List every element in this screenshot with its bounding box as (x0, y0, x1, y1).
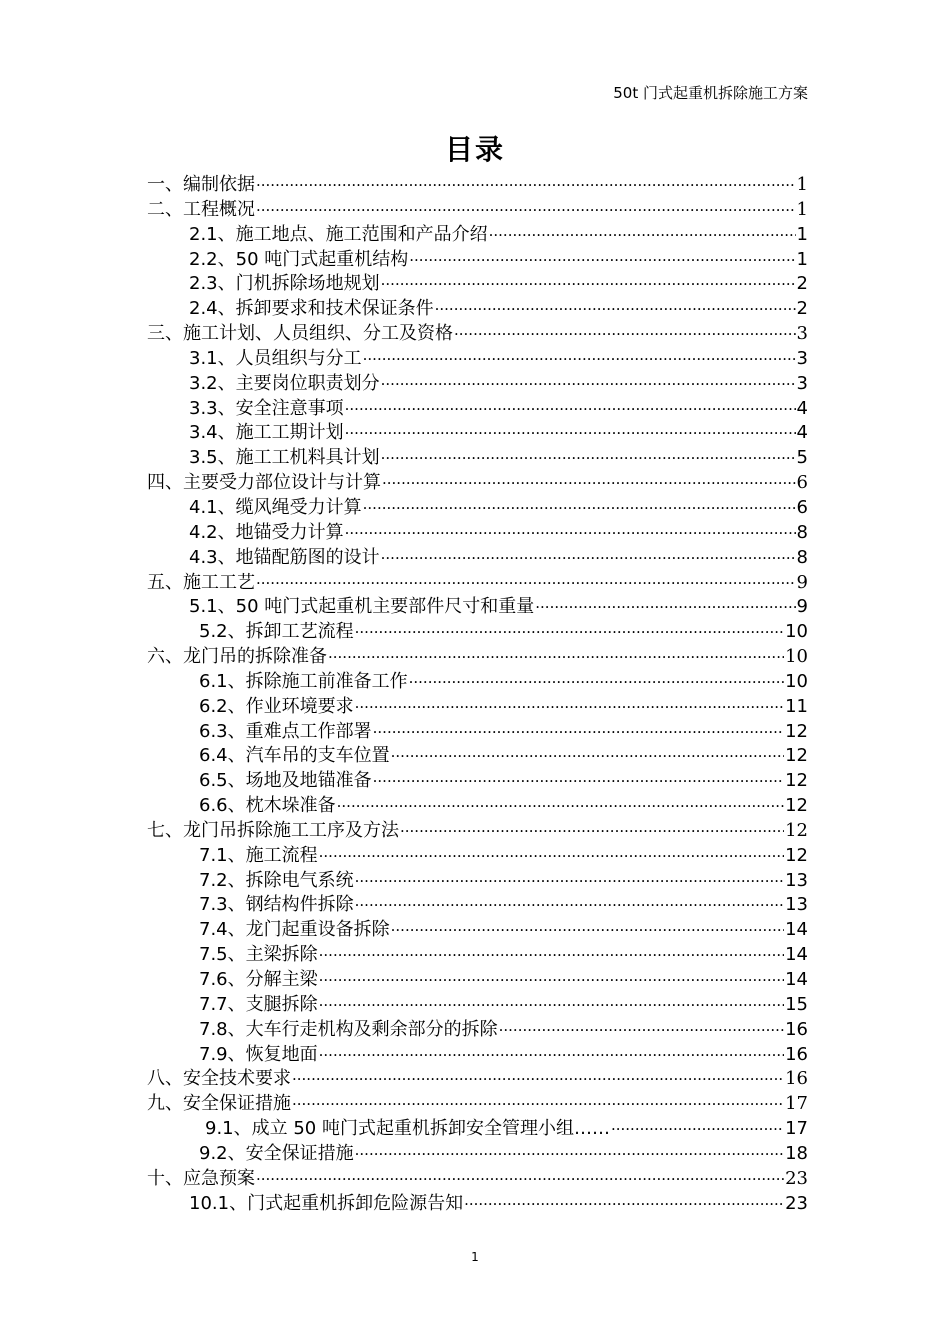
toc-leader-dots (373, 769, 784, 794)
toc-leader-dots (355, 869, 784, 894)
toc-leader-dots (381, 272, 796, 297)
toc-entry-page-number: 8 (796, 546, 808, 568)
toc-entry-page-number: 16 (785, 1043, 808, 1065)
toc-entry-page-number: 11 (785, 695, 808, 717)
toc-leader-dots (391, 744, 784, 769)
toc-leader-dots (381, 372, 796, 397)
toc-entry-page-number: 12 (785, 844, 808, 866)
toc-entry-page-number: 1 (796, 223, 808, 245)
toc-entry[interactable] (147, 645, 808, 670)
toc-leader-dots (319, 993, 784, 1018)
toc-leader-dots (464, 1192, 784, 1217)
toc-entry[interactable] (147, 546, 808, 571)
toc-entry[interactable] (147, 248, 808, 273)
toc-entry[interactable] (147, 446, 808, 471)
toc-leader-dots (454, 322, 796, 347)
toc-entry[interactable] (147, 471, 808, 496)
toc-entry-page-number: 14 (785, 919, 808, 941)
toc-entry-page-number: 14 (785, 944, 808, 966)
toc-entry-page-number: 4 (796, 397, 808, 419)
toc-entry-page-number: 16 (785, 1018, 808, 1040)
toc-leader-dots (409, 248, 795, 273)
toc-entry-page-number: 17 (785, 1093, 808, 1115)
toc-entry[interactable] (147, 993, 808, 1018)
toc-entry-page-number: 3 (796, 372, 808, 394)
toc-entry[interactable] (147, 918, 808, 943)
toc-entry[interactable] (147, 1043, 808, 1068)
toc-entry[interactable] (147, 173, 808, 198)
toc-entry[interactable] (147, 670, 808, 695)
toc-entry-label: 7.1、施工流程 (199, 844, 318, 866)
toc-entry-page-number: 16 (785, 1068, 808, 1090)
toc-entry-label: 4.2、地锚受力计算 (189, 521, 344, 543)
toc-leader-dots (319, 943, 784, 968)
toc-entry-label: 三、施工计划、人员组织、分工及资格 (147, 323, 453, 345)
toc-entry-label: 六、龙门吊的拆除准备 (147, 646, 327, 668)
toc-leader-dots (435, 297, 796, 322)
toc-entry-page-number: 13 (785, 894, 808, 916)
toc-entry-page-number: 10 (785, 621, 808, 643)
toc-entry-page-number: 14 (785, 969, 808, 990)
toc-entry-page-number: 15 (785, 993, 808, 1015)
toc-leader-dots (363, 347, 796, 372)
toc-entry[interactable] (147, 223, 808, 248)
toc-leader-dots (611, 1117, 784, 1142)
toc-leader-dots (355, 695, 784, 720)
toc-entry-label: 7.9、恢复地面 (199, 1043, 318, 1065)
toc-entry-page-number: 12 (785, 745, 808, 767)
toc-leader-dots (256, 1167, 784, 1192)
toc-leader-dots (355, 620, 784, 645)
toc-entry[interactable] (147, 769, 808, 794)
toc-entry-page-number: 3 (796, 347, 808, 369)
toc-leader-dots (535, 595, 795, 620)
toc-entry-label: 2.1、施工地点、施工范围和产品介绍 (189, 223, 488, 245)
toc-entry-label: 四、主要受力部位设计与计算 (147, 472, 381, 494)
toc-leader-dots (499, 1018, 784, 1043)
toc-entry-page-number: 1 (796, 174, 808, 195)
toc-entry[interactable] (147, 819, 808, 844)
toc-entry-page-number: 4 (796, 422, 808, 444)
toc-entry-label: 一、编制依据 (147, 174, 255, 195)
toc-leader-dots (355, 893, 784, 918)
toc-entry[interactable] (147, 521, 808, 546)
toc-entry-label: 3.4、施工工期计划 (189, 422, 344, 444)
toc-leader-dots (489, 223, 796, 248)
table-of-contents (147, 173, 808, 1216)
toc-entry[interactable] (147, 496, 808, 521)
toc-entry[interactable] (147, 397, 808, 422)
toc-entry-label: 5.2、拆卸工艺流程 (199, 621, 354, 643)
toc-entry[interactable] (147, 297, 808, 322)
toc-entry-label: 二、工程概况 (147, 198, 255, 220)
toc-entry-label: 七、龙门吊拆除施工工序及方法 (147, 819, 399, 841)
toc-entry-page-number: 12 (785, 720, 808, 742)
toc-leader-dots (381, 446, 796, 471)
toc-entry[interactable] (147, 1192, 808, 1217)
toc-entry-page-number: 8 (796, 521, 808, 543)
toc-entry-page-number: 12 (785, 770, 808, 792)
toc-entry-page-number: 13 (785, 869, 808, 891)
toc-leader-dots (319, 1043, 784, 1068)
toc-entry[interactable] (147, 620, 808, 645)
toc-leader-dots (345, 397, 796, 422)
toc-leader-dots (345, 521, 796, 546)
toc-entry-page-number: 2 (796, 298, 808, 320)
toc-entry-page-number: 23 (785, 1167, 808, 1189)
toc-entry-page-number: 12 (785, 795, 808, 817)
toc-entry-page-number: 2 (796, 273, 808, 295)
toc-entry-label: 5.1、50 吨门式起重机主要部件尺寸和重量 (189, 596, 535, 618)
toc-leader-dots (319, 968, 784, 993)
toc-leader-dots (256, 198, 796, 223)
toc-entry-page-number: 9 (796, 571, 808, 593)
toc-entry[interactable] (147, 968, 808, 993)
toc-entry-label: 6.3、重难点工作部署 (199, 720, 372, 742)
toc-entry-label: 2.4、拆卸要求和技术保证条件 (189, 298, 434, 320)
toc-entry[interactable] (147, 421, 808, 446)
toc-entry-label: 五、施工工艺 (147, 571, 255, 593)
toc-entry[interactable] (147, 893, 808, 918)
toc-entry[interactable] (147, 869, 808, 894)
toc-entry[interactable] (147, 322, 808, 347)
toc-entry[interactable] (147, 595, 808, 620)
toc-entry-page-number: 5 (796, 447, 808, 469)
toc-leader-dots (363, 496, 796, 521)
page-number: 1 (471, 1250, 479, 1264)
toc-entry[interactable] (147, 198, 808, 223)
toc-entry[interactable] (147, 571, 808, 596)
toc-entry[interactable] (147, 1142, 808, 1167)
toc-entry-label: 7.2、拆除电气系统 (199, 869, 354, 891)
toc-entry-page-number: 23 (785, 1192, 808, 1214)
toc-leader-dots (328, 645, 784, 670)
toc-entry-label: 3.2、主要岗位职责划分 (189, 372, 380, 394)
toc-entry-label: 6.1、拆除施工前准备工作 (199, 670, 408, 692)
toc-entry-label: 八、安全技术要求 (147, 1068, 291, 1090)
toc-entry-page-number: 12 (785, 819, 808, 841)
toc-entry-page-number: 6 (796, 472, 808, 494)
toc-entry-label: 6.4、汽车吊的支车位置 (199, 745, 390, 767)
toc-entry[interactable] (147, 720, 808, 745)
toc-entry-label: 6.2、作业环境要求 (199, 695, 354, 717)
toc-entry-page-number: 9 (796, 596, 808, 618)
toc-entry[interactable] (147, 372, 808, 397)
toc-entry[interactable] (147, 744, 808, 769)
toc-leader-dots (409, 670, 784, 695)
page-header: 50t 门式起重机拆除施工方案 (613, 84, 808, 102)
toc-entry-page-number: 1 (796, 248, 808, 270)
toc-entry-label: 7.4、龙门起重设备拆除 (199, 919, 390, 941)
toc-leader-dots (319, 844, 784, 869)
toc-leader-dots (373, 720, 784, 745)
toc-entry-page-number: 6 (796, 496, 808, 518)
toc-leader-dots (292, 1067, 784, 1092)
toc-leader-dots (256, 173, 796, 198)
toc-leader-dots (355, 1142, 784, 1167)
toc-leader-dots (382, 471, 796, 496)
toc-entry-label: 9.2、安全保证措施 (199, 1142, 354, 1164)
toc-entry[interactable] (147, 272, 808, 297)
toc-entry-label: 2.2、50 吨门式起重机结构 (189, 248, 409, 270)
toc-entry-page-number: 17 (785, 1118, 808, 1140)
toc-leader-dots (292, 1092, 784, 1117)
toc-entry-label: 9.1、成立 50 吨门式起重机拆卸安全管理小组…… (205, 1118, 610, 1140)
toc-entry[interactable] (147, 1018, 808, 1043)
toc-entry[interactable] (147, 1092, 808, 1117)
toc-leader-dots (391, 918, 784, 943)
toc-entry[interactable] (147, 1067, 808, 1092)
toc-leader-dots (381, 546, 796, 571)
toc-entry[interactable] (147, 1167, 808, 1192)
toc-leader-dots (345, 421, 796, 446)
toc-entry-label: 7.5、主梁拆除 (199, 944, 318, 966)
toc-entry-page-number: 10 (785, 670, 808, 692)
toc-entry-label: 7.7、支腿拆除 (199, 993, 318, 1015)
toc-entry[interactable] (147, 1117, 808, 1142)
toc-leader-dots (400, 819, 784, 844)
toc-entry[interactable] (147, 695, 808, 720)
toc-entry-label: 7.8、大车行走机构及剩余部分的拆除 (199, 1018, 498, 1040)
toc-entry-label: 10.1、门式起重机拆卸危险源告知 (189, 1192, 464, 1214)
toc-entry-label: 十、应急预案 (147, 1167, 255, 1189)
toc-entry-label: 7.6、分解主梁 (199, 969, 318, 990)
toc-entry[interactable] (147, 844, 808, 869)
toc-entry-label: 3.1、人员组织与分工 (189, 347, 362, 369)
toc-entry-page-number: 3 (796, 323, 808, 345)
toc-entry[interactable] (147, 794, 808, 819)
toc-entry-label: 6.5、场地及地锚准备 (199, 770, 372, 792)
toc-entry-page-number: 10 (785, 646, 808, 668)
toc-leader-dots (337, 794, 784, 819)
toc-leader-dots (256, 571, 796, 596)
toc-entry-label: 3.5、施工工机料具计划 (189, 447, 380, 469)
toc-entry-label: 6.6、枕木垛准备 (199, 795, 336, 817)
toc-entry-label: 7.3、钢结构件拆除 (199, 894, 354, 916)
toc-entry-label: 4.1、缆风绳受力计算 (189, 496, 362, 518)
toc-entry-page-number: 18 (785, 1142, 808, 1164)
toc-entry-page-number: 1 (796, 198, 808, 220)
toc-entry-label: 2.3、门机拆除场地规划 (189, 273, 380, 295)
toc-title: 目录 (444, 133, 505, 166)
toc-entry-label: 九、安全保证措施 (147, 1093, 291, 1115)
toc-entry[interactable] (147, 347, 808, 372)
toc-entry-label: 3.3、安全注意事项 (189, 397, 344, 419)
toc-entry-label: 4.3、地锚配筋图的设计 (189, 546, 380, 568)
toc-entry[interactable] (147, 943, 808, 968)
